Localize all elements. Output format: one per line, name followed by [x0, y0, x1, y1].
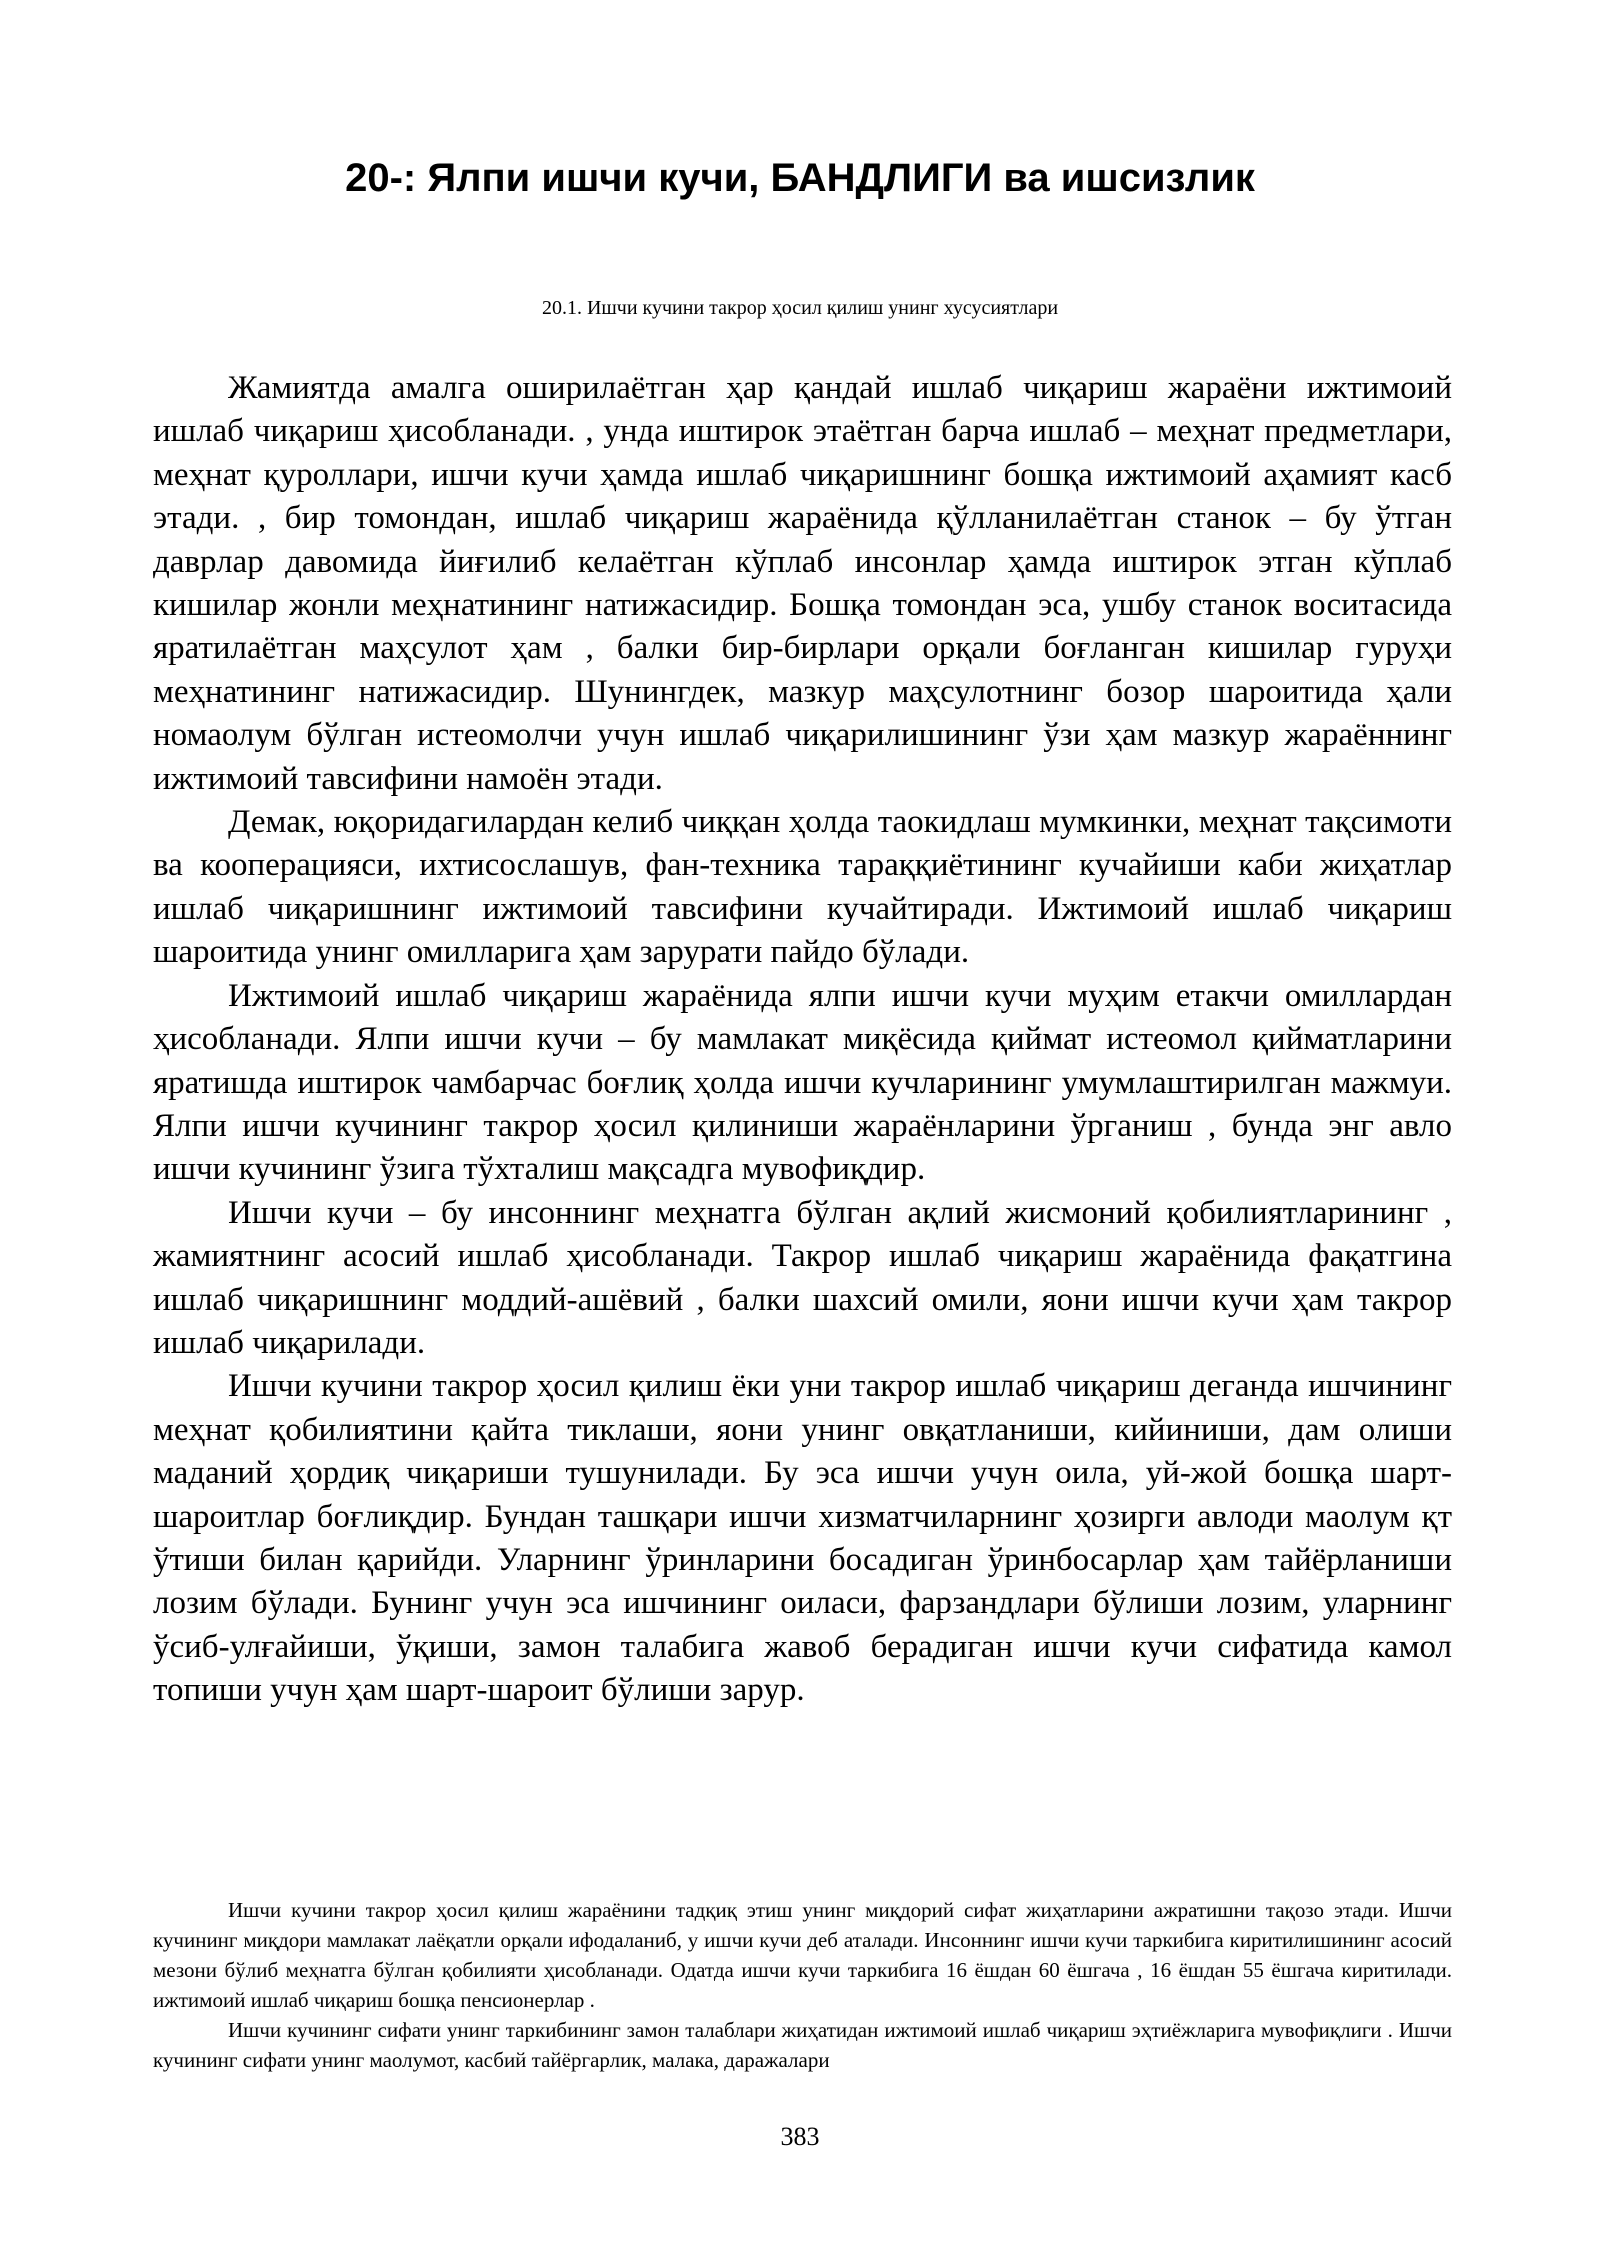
paragraph: Ижтимоий ишлаб чиқариш жараёнида ялпи ишчи кучи муҳим етакчи омиллардан ҳисобланади. Ялпи ишчи кучи – бу мамлакат миқёсида қиймат истеомол қийматларини яратишда иштирок чамбарчас боғлиқ ҳолда ишчи кучларининг умумлаштирилган мажмуи. Ялпи ишчи кучининг такрор ҳосил қилиниши жараёнларини ўрганиш , бунда энг авло ишчи кучининг ўзига тўхталиш мақсадга мувофиқдир.	[153, 977, 1452, 1188]
small-paragraph: Ишчи кучини такрор ҳосил қилиш жараёнини тадқиқ этиш унинг миқдорий сифат жиҳатларини ажратишни тақозо этади. Ишчи кучининг миқдори мамлакат лаёқатли орқали ифодаланиб, у ишчи кучи деб аталади. Инсоннинг ишчи кучи таркибига киритилишининг асосий мезони бўлиб меҳнатга бўлган қобилияти ҳисобланади. Одатда ишчи кучи таркибига 16 ёшдан 60 ёшгача , 16 ёшдан 55 ёшгача киритилади. ижтимоий ишлаб чиқариш бошқа пенсионерлар .	[153, 1898, 1452, 2012]
section-title: 20.1. Ишчи кучини такрор ҳосил қилиш унинг хусусиятлари	[541, 297, 1059, 319]
paragraph: Ишчи кучи – бу инсоннинг меҳнатга бўлган ақлий жисмоний қобилиятларининг , жамиятнинг асосий ишлаб ҳисобланади. Такрор ишлаб чиқариш жараёнида фақатгина ишлаб чиқаришнинг моддий-ашёвий , балки шахсий омили, яони ишчи кучи ҳам такрор ишлаб чиқарилади.	[153, 1194, 1452, 1361]
paragraph: Ишчи кучини такрор ҳосил қилиш ёки уни такрор ишлаб чиқариш деганда ишчининг меҳнат қобилиятини қайта тиклаши, яони унинг овқатланиши, кийиниши, дам олиши маданий ҳордиқ чиқариши тушунилади. Бу эса ишчи учун оила, уй-жой бошқа шарт-шароитлар боғлиқдир. Бундан ташқари ишчи хизматчиларнинг ҳозирги авлоди маолум қт ўтиши билан қарийди. Уларнинг ўринларини босадиган ўринбосарлар ҳам тайёрланиши лозим бўлади. Бунинг учун эса ишчининг оиласи, фарзандлари бўлиши лозим, уларнинг ўсиб-улғайиши, ўқиши, замон талабига жавоб берадиган ишчи кучи сифатида камол топиши учун ҳам шарт-шароит бўлиши зарур.	[153, 1368, 1452, 1709]
small-text-block	[153, 1895, 1452, 2075]
body-text	[153, 367, 1452, 1713]
paragraph: Демак, юқоридагилардан келиб чиққан ҳолда таокидлаш мумкинки, меҳнат тақсимоти ва кооперацияси, ихтисослашув, фан-техника тараққиётининг кучайиши каби жиҳатлар ишлаб чиқаришнинг ижтимоий тавсифини кучайтиради. Ижтимоий ишлаб чиқариш шароитида унинг омилларига ҳам зарурати пайдо бўлади.	[153, 804, 1452, 971]
page-number: 383	[780, 2122, 820, 2151]
small-paragraph: Ишчи кучининг сифати унинг таркибининг замон талаблари жиҳатидан ижтимоий ишлаб чиқариш эҳтиёжларига мувофиқлиги . Ишчи кучининг сифати унинг маолумот, касбий тайёргарлик, малака, даражалари	[153, 2018, 1452, 2072]
chapter-title: 20-: Ялпи ишчи кучи, БАНДЛИГИ ва ишсизлик	[345, 156, 1255, 200]
paragraph: Жамиятда амалга оширилаётган ҳар қандай ишлаб чиқариш жараёни ижтимоий ишлаб чиқариш ҳисобланади. , унда иштирок этаётган барча ишлаб – меҳнат предметлари, меҳнат қуроллари, ишчи кучи ҳамда ишлаб чиқаришнинг бошқа ижтимоий аҳамият касб этади. , бир томондан, ишлаб чиқариш жараёнида қўлланилаётган станок – бу ўтган даврлар давомида йиғилиб келаётган кўплаб инсонлар ҳамда иштирок этган кўплаб кишилар жонли меҳнатининг натижасидир. Бошқа томондан эса, ушбу станок воситасида яратилаётган маҳсулот ҳам , балки бир-бирлари орқали боғланган кишилар гуруҳи меҳнатининг натижасидир. Шунингдек, мазкур маҳсулотнинг бозор шароитида ҳали номаолум бўлган истеомолчи учун ишлаб чиқарилишининг ўзи ҳам мазкур жараённинг ижтимоий тавсифини намоён этади.	[153, 370, 1452, 797]
